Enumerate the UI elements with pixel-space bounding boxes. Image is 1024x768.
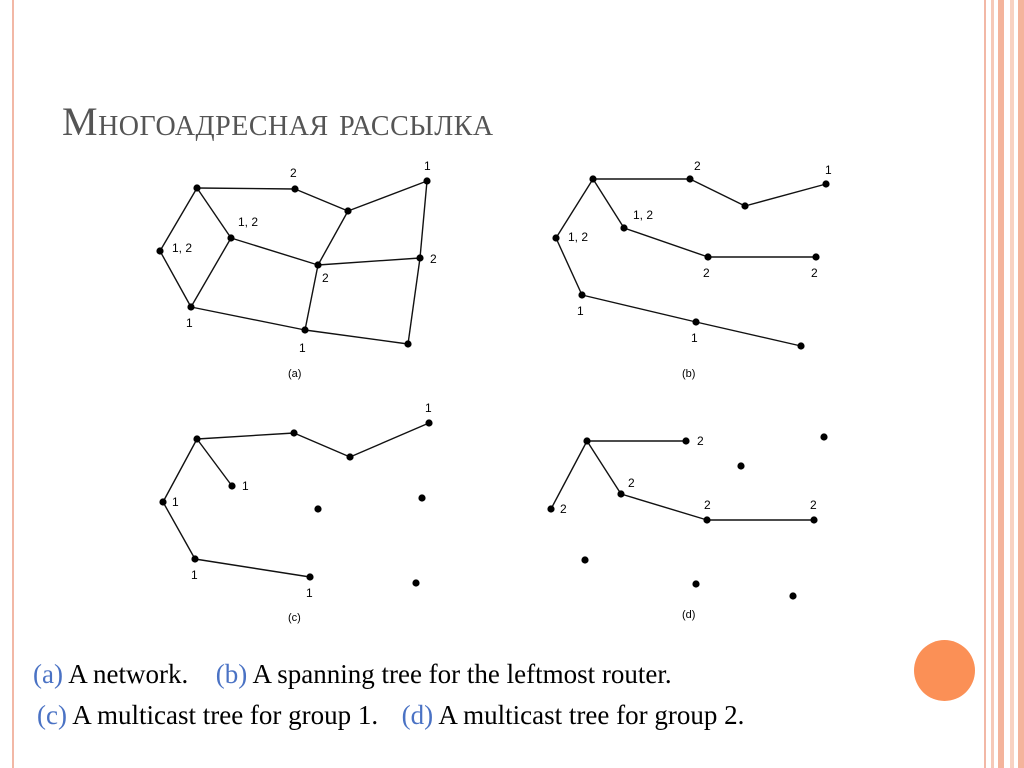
router-node bbox=[412, 579, 419, 586]
node-label: 1 bbox=[424, 159, 431, 173]
panel-a-network bbox=[156, 159, 437, 380]
router-node bbox=[547, 505, 554, 512]
router-node bbox=[737, 462, 744, 469]
router-node bbox=[228, 482, 235, 489]
router-node bbox=[227, 234, 234, 241]
router-node bbox=[191, 555, 198, 562]
router-node bbox=[797, 342, 804, 349]
router-node bbox=[617, 490, 624, 497]
router-node bbox=[159, 498, 166, 505]
caption-tag-a: (a) bbox=[33, 659, 63, 689]
node-label: 2 bbox=[290, 166, 297, 180]
decorative-orange-circle bbox=[914, 640, 975, 701]
caption-text-d: A multicast tree for group 2. bbox=[438, 700, 745, 730]
node-label: 1 bbox=[825, 163, 832, 177]
caption-tag-c: (c) bbox=[37, 700, 67, 730]
panel-c-multicast-group-1 bbox=[159, 401, 432, 624]
router-node bbox=[290, 429, 297, 436]
caption-text-c: A multicast tree for group 1. bbox=[72, 700, 379, 730]
router-node bbox=[820, 433, 827, 440]
panel-label: (b) bbox=[682, 368, 696, 380]
node-label: 2 bbox=[697, 434, 704, 448]
router-node bbox=[812, 253, 819, 260]
router-node bbox=[193, 435, 200, 442]
node-label: 2 bbox=[628, 476, 635, 490]
node-label: 1 bbox=[577, 304, 584, 318]
router-node bbox=[692, 318, 699, 325]
node-label: 1, 2 bbox=[633, 208, 654, 222]
router-node bbox=[682, 437, 689, 444]
node-label: 2 bbox=[560, 502, 567, 516]
router-node bbox=[156, 247, 163, 254]
router-node bbox=[578, 291, 585, 298]
node-label: 2 bbox=[703, 266, 710, 280]
router-node bbox=[314, 261, 321, 268]
router-node bbox=[425, 419, 432, 426]
node-label: 1, 2 bbox=[568, 230, 589, 244]
node-label: 1 bbox=[691, 331, 698, 345]
node-label: 2 bbox=[322, 271, 329, 285]
panel-label: (a) bbox=[288, 368, 302, 380]
node-label: 2 bbox=[704, 498, 711, 512]
node-label: 1 bbox=[242, 479, 249, 493]
node-label: 2 bbox=[694, 159, 701, 173]
router-node bbox=[346, 453, 353, 460]
router-node bbox=[404, 340, 411, 347]
slide-title: Многоадресная рассылка bbox=[62, 99, 494, 144]
node-label: 1, 2 bbox=[172, 241, 193, 255]
caption-line-1 bbox=[33, 659, 672, 690]
router-node bbox=[692, 580, 699, 587]
router-node bbox=[423, 177, 430, 184]
caption-text-a: A network. bbox=[68, 659, 189, 689]
router-node bbox=[193, 184, 200, 191]
router-node bbox=[810, 516, 817, 523]
router-node bbox=[306, 573, 313, 580]
router-node bbox=[187, 303, 194, 310]
router-node bbox=[789, 592, 796, 599]
router-node bbox=[704, 253, 711, 260]
router-node bbox=[418, 494, 425, 501]
router-node bbox=[822, 180, 829, 187]
node-label: 2 bbox=[811, 266, 818, 280]
node-label: 1 bbox=[425, 401, 432, 415]
router-node bbox=[620, 224, 627, 231]
router-node bbox=[416, 254, 423, 261]
router-node bbox=[301, 326, 308, 333]
router-node bbox=[581, 556, 588, 563]
router-node bbox=[314, 505, 321, 512]
node-label: 1 bbox=[186, 316, 193, 330]
node-label: 1 bbox=[299, 341, 306, 355]
caption-tag-b: (b) bbox=[215, 659, 248, 689]
node-label: 1 bbox=[306, 586, 313, 600]
panel-label: (c) bbox=[288, 612, 301, 624]
node-label: 1, 2 bbox=[238, 215, 259, 229]
caption-tag-d: (d) bbox=[401, 700, 434, 730]
caption-line-2 bbox=[37, 700, 744, 731]
router-node bbox=[589, 175, 596, 182]
caption-text-b: A spanning tree for the leftmost router. bbox=[252, 659, 672, 689]
panel-d-multicast-group-2 bbox=[547, 433, 827, 621]
router-node bbox=[344, 207, 351, 214]
panel-label: (d) bbox=[682, 609, 696, 621]
router-node bbox=[583, 437, 590, 444]
router-node bbox=[552, 234, 559, 241]
router-node bbox=[291, 185, 298, 192]
router-node bbox=[703, 516, 710, 523]
node-label: 1 bbox=[172, 495, 179, 509]
node-label: 2 bbox=[810, 498, 817, 512]
router-node bbox=[741, 202, 748, 209]
router-node bbox=[686, 175, 693, 182]
node-label: 1 bbox=[191, 568, 198, 582]
panel-b-spanning-tree bbox=[552, 159, 832, 380]
node-label: 2 bbox=[430, 252, 437, 266]
